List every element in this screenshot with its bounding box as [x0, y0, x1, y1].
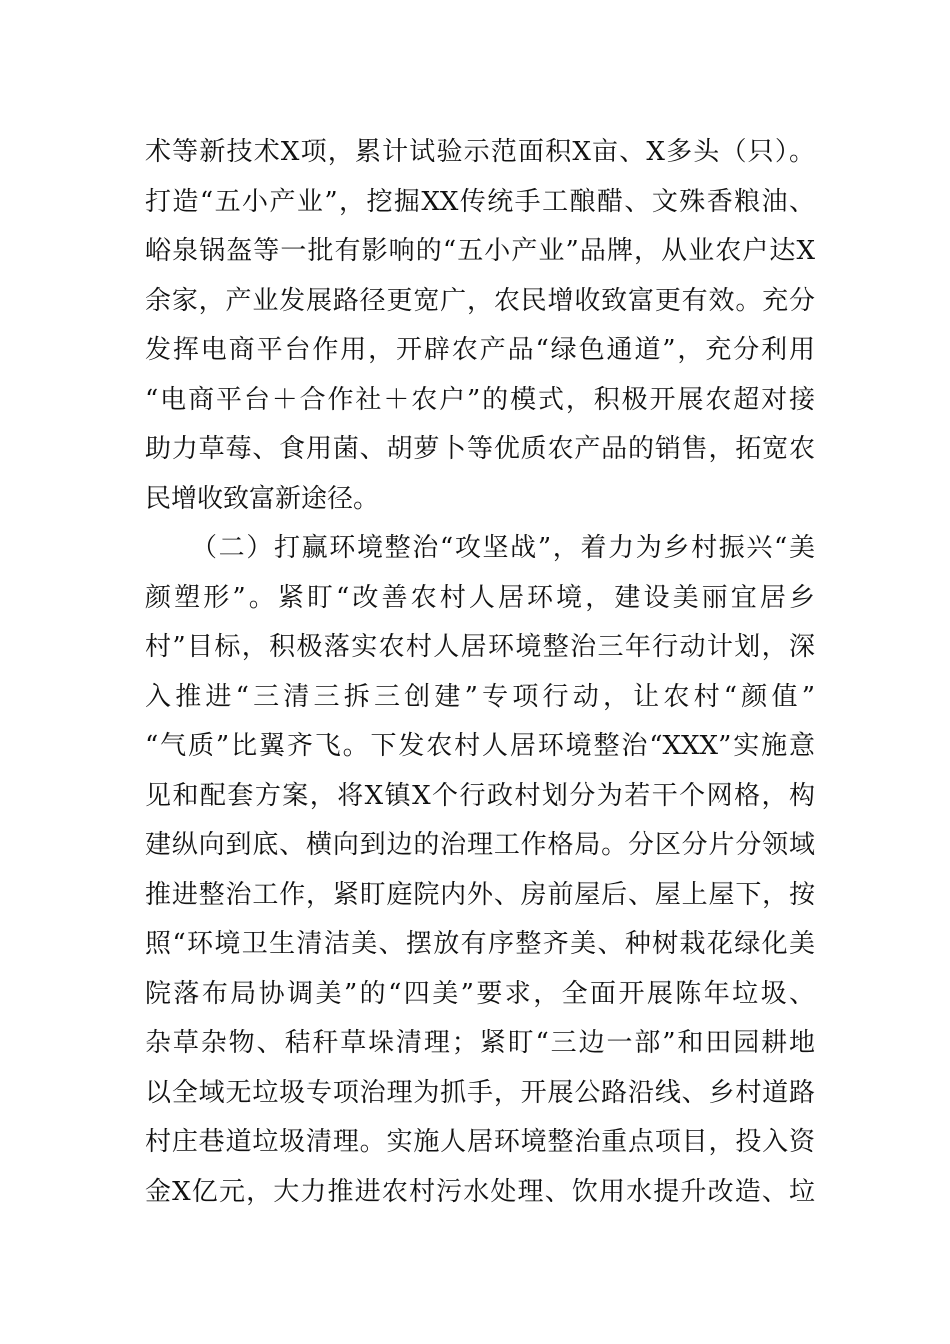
text-line: 村庄巷道垃圾清理。实施人居环境整治重点项目，投入资: [145, 1127, 815, 1157]
text-line: 金X亿元，大力推进农村污水处理、饮用水提升改造、垃: [145, 1176, 815, 1207]
text-line: “气质”比翼齐飞。下发农村人居环境整治“XXX”实施意: [145, 731, 815, 761]
text-line: 颜塑形”。紧盯“改善农村人居环境，建设美丽宜居乡: [145, 582, 815, 613]
text-line: 村”目标，积极落实农村人居环境整治三年行动计划，深: [145, 632, 815, 662]
text-line-paragraph-end: 民增收致富新途径。: [145, 483, 380, 514]
text-line: “电商平台＋合作社＋农户”的模式，积极开展农超对接: [145, 384, 815, 415]
text-line: 峪泉锅盔等一批有影响的“五小产业”品牌，从业农户达X: [145, 236, 815, 266]
text-line: 入推进“三清三拆三创建”专项行动，让农村“颜值”: [145, 681, 815, 712]
text-line: 照“环境卫生清洁美、摆放有序整齐美、种树栽花绿化美: [145, 929, 815, 959]
section-heading-line: （二）打赢环境整治“攻坚战”，着力为乡村振兴“美: [191, 533, 815, 563]
text-line: 见和配套方案，将X镇X个行政村划分为若干个网格，构: [145, 780, 815, 811]
text-line: 院落布局协调美”的“四美”要求，全面开展陈年垃圾、: [145, 978, 815, 1009]
text-line: 建纵向到底、横向到边的治理工作格局。分区分片分领域: [145, 830, 815, 860]
body-text: [145, 128, 815, 1217]
text-line: 术等新技术X项，累计试验示范面积X亩、X多头（只）。: [145, 137, 815, 167]
text-line: 助力草莓、食用菌、胡萝卜等优质农产品的销售，拓宽农: [145, 434, 815, 464]
text-line: 余家，产业发展路径更宽广，农民增收致富更有效。充分: [145, 285, 815, 316]
text-line: 杂草杂物、秸秆草垛清理；紧盯“三边一部”和田园耕地: [145, 1028, 815, 1058]
text-line: 以全域无垃圾专项治理为抓手，开展公路沿线、乡村道路: [145, 1077, 815, 1108]
text-line: 推进整治工作，紧盯庭院内外、房前屋后、屋上屋下，按: [145, 879, 815, 910]
text-line: 打造“五小产业”，挖掘XX传统手工酿醋、文殊香粮油、: [145, 186, 815, 217]
text-line: 发挥电商平台作用，开辟农产品“绿色通道”，充分利用: [145, 335, 815, 365]
